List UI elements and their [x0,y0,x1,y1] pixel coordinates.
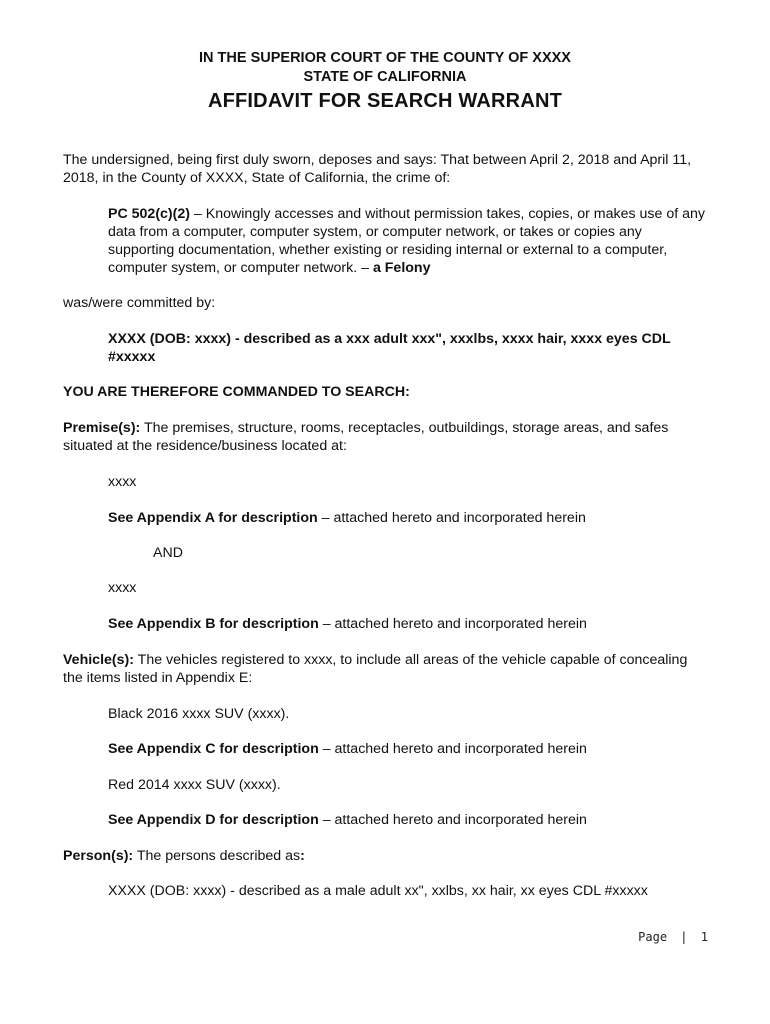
appendix-c-line [108,740,708,758]
appendix-d-note: – attached hereto and incorporated herein [318,812,587,828]
appendix-b-line [108,615,708,633]
appendix-c-reference: See Appendix C for description [108,741,319,757]
appendix-c-note: – attached hereto and incorporated herein [318,741,587,757]
premises-address-2: xxxx [108,580,137,596]
vehicle-2: Red 2014 xxxx SUV (xxxx). [108,777,281,793]
premises-text: The premises, structure, rooms, receptacles, outbuildings, storage areas, and safes situated at the residence/business located at: [63,420,669,454]
appendix-b-note: – attached hereto and incorporated herein [318,616,587,632]
intro-paragraph: The undersigned, being first duly sworn, deposes and says: That between April 2, 2018 and April 11, 2018, in the County of XXXX, State of California, the crime of: [63,152,692,186]
crime-code: PC 502(c)(2) [108,206,191,222]
vehicles-text: The vehicles registered to xxxx, to include all areas of the vehicle capable of concealing the items listed in Appendix E: [63,652,688,686]
page-number: 1 [700,930,708,944]
committed-by-line: was/were committed by: [63,295,216,311]
crime-class: a Felony [372,260,431,276]
page-number-footer [638,930,708,944]
state-heading: STATE OF CALIFORNIA [303,69,467,85]
appendix-a-line [108,509,708,527]
document-title: AFFIDAVIT FOR SEARCH WARRANT [207,90,563,112]
persons-label: Person(s): [63,848,134,864]
and-conjunction: AND [153,545,183,561]
vehicles-paragraph [63,651,703,687]
premises-paragraph [63,419,703,455]
appendix-a-note: – attached hereto and incorporated herein [317,510,586,526]
page-label: Page [638,930,668,944]
appendix-b-reference: See Appendix B for description [108,616,319,632]
premises-label: Premise(s): [63,420,141,436]
persons-colon: : [300,848,305,864]
appendix-d-reference: See Appendix D for description [108,812,319,828]
command-heading: YOU ARE THEREFORE COMMANDED TO SEARCH: [63,384,410,400]
suspect-description: XXXX (DOB: xxxx) - described as a xxx adult xxx", xxxlbs, xxxx hair, xxxx eyes CDL #xxxxx [108,331,671,365]
appendix-d-line [108,811,708,829]
appendix-a-reference: See Appendix A for description [108,510,318,526]
person-description: XXXX (DOB: xxxx) - described as a male adult xx", xxlbs, xx hair, xx eyes CDL #xxxxx [108,883,648,899]
vehicle-1: Black 2016 xxxx SUV (xxxx). [108,706,290,722]
persons-text: The persons described as [133,848,301,864]
court-heading: IN THE SUPERIOR COURT OF THE COUNTY OF XXXX [199,50,571,66]
crime-paragraph [108,205,708,277]
vehicles-label: Vehicle(s): [63,652,134,668]
crime-text: – Knowingly accesses and without permission takes, copies, or makes use of any data from a computer, computer system, or computer network, or takes or copies any supporting documentation, whether existing or residing internal or external to a computer, computer system, or computer network. – [108,206,705,276]
persons-paragraph [63,847,703,865]
premises-address-1: xxxx [108,474,137,490]
page-separator: | [680,930,688,944]
